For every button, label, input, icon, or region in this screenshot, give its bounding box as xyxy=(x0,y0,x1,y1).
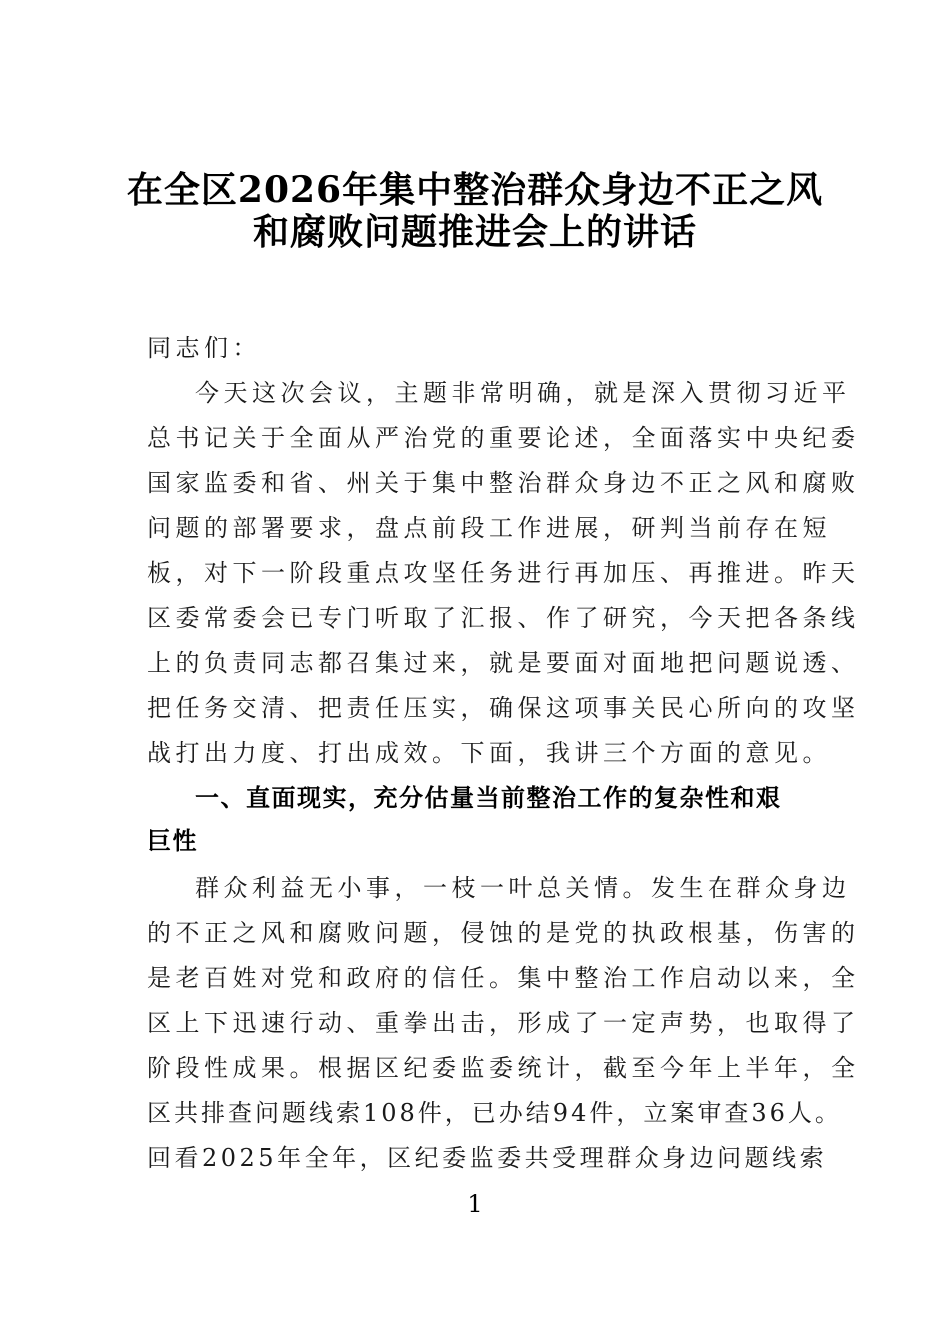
paragraph-1-line: 上的负责同志都召集过来，就是要面对面地把问题说透、 xyxy=(147,649,860,677)
page-number: 1 xyxy=(467,1190,483,1218)
paragraph-1-line: 今天这次会议，主题非常明确，就是深入贯彻习近平 xyxy=(195,379,851,407)
paragraph-2-line: 阶段性成果。根据区纪委监委统计，截至今年上半年，全 xyxy=(147,1054,860,1082)
paragraph-1-line: 战打出力度、打出成效。下面，我讲三个方面的意见。 xyxy=(147,739,831,767)
paragraph-2-line: 回看2025年全年，区纪委监委共受理群众身边问题线索 xyxy=(147,1144,828,1172)
paragraph-1-line: 问题的部署要求，盘点前段工作进展，研判当前存在短 xyxy=(147,514,831,542)
section-1-heading: 一、直面现实，充分估量当前整治工作的复杂性和艰 xyxy=(195,784,782,812)
paragraph-2-line: 群众利益无小事，一枝一叶总关情。发生在群众身边 xyxy=(195,874,851,902)
paragraph-1-line: 区委常委会已专门听取了汇报、作了研究，今天把各条线 xyxy=(147,604,860,632)
section-1-heading-continued: 巨性 xyxy=(147,827,198,855)
paragraph-1-line: 把任务交清、把责任压实，确保这项事关民心所向的攻坚 xyxy=(147,694,860,722)
paragraph-1-line: 板，对下一阶段重点攻坚任务进行再加压、再推进。昨天 xyxy=(147,559,860,587)
paragraph-2-line: 区上下迅速行动、重拳出击，形成了一定声势，也取得了 xyxy=(147,1009,860,1037)
paragraph-1-line: 总书记关于全面从严治党的重要论述，全面落实中央纪委 xyxy=(147,424,860,452)
paragraph-1-line: 国家监委和省、州关于集中整治群众身边不正之风和腐败 xyxy=(147,469,860,497)
title-line-1: 在全区2026年集中整治群众身边不正之风 xyxy=(126,169,824,211)
paragraph-2-line: 的不正之风和腐败问题，侵蚀的是党的执政根基，伤害的 xyxy=(147,919,860,947)
paragraph-2-line: 是老百姓对党和政府的信任。集中整治工作启动以来，全 xyxy=(147,964,860,992)
title-line-2: 和腐败问题推进会上的讲话 xyxy=(252,211,697,253)
paragraph-2-line: 区共排查问题线索108件，已办结94件，立案审查36人。 xyxy=(147,1099,842,1127)
salutation: 同志们： xyxy=(147,334,261,362)
